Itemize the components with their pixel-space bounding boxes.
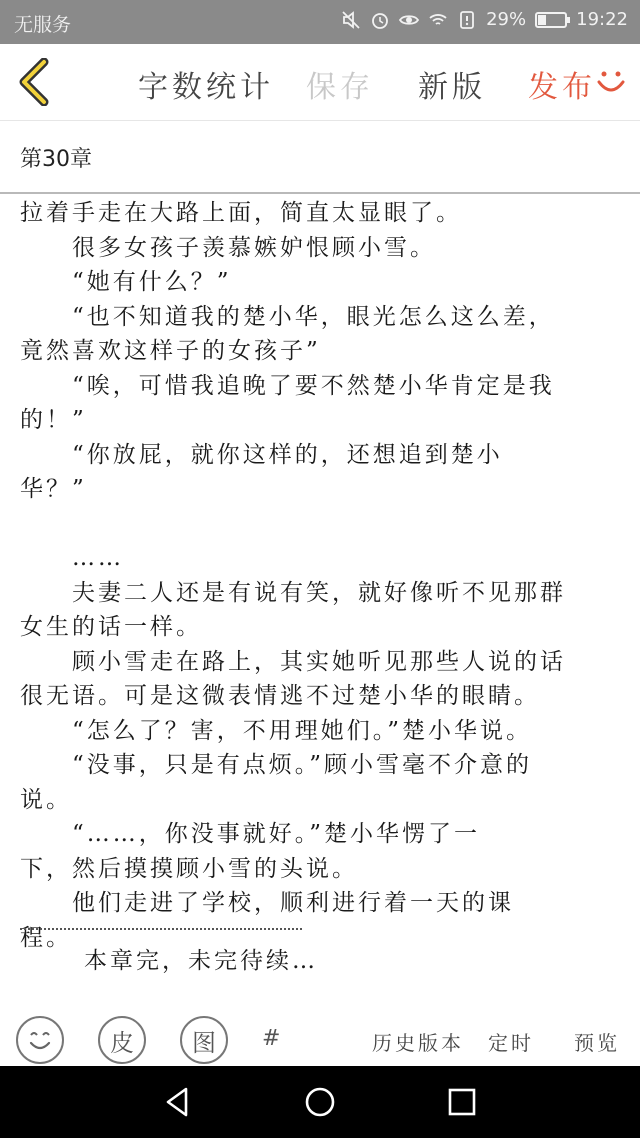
body-line: 很多女孩子羡慕嫉妒恨顾小雪。 bbox=[20, 234, 436, 261]
body-line: 竟然喜欢这样子的女孩子” bbox=[20, 338, 321, 364]
chevron-left-icon[interactable] bbox=[14, 58, 54, 106]
mute-icon bbox=[341, 10, 361, 30]
system-nav-bar bbox=[0, 1066, 640, 1138]
body-line: “没事，只是有点烦。”顾小雪毫不介意的 bbox=[20, 752, 533, 778]
body-line: 程。 bbox=[20, 924, 72, 951]
toolbar-divider bbox=[0, 120, 640, 121]
new-version-button[interactable]: 新版 bbox=[418, 70, 486, 105]
body-line: 的！” bbox=[20, 407, 87, 433]
carrier-label: 无服务 bbox=[14, 14, 72, 36]
title-divider bbox=[0, 192, 640, 194]
skin-button[interactable] bbox=[98, 1016, 146, 1064]
alert-icon bbox=[457, 10, 477, 30]
chapter-body-editor[interactable] bbox=[20, 196, 620, 955]
alarm-icon bbox=[370, 10, 390, 30]
body-line: “她有什么？” bbox=[20, 269, 232, 295]
body-line: 他们走进了学校，顺利进行着一天的课 bbox=[20, 890, 514, 916]
chapter-title[interactable]: 第30章 bbox=[20, 147, 92, 172]
hashtag-button[interactable]: # bbox=[262, 1026, 281, 1051]
end-divider bbox=[20, 928, 302, 930]
battery-percent: 29% bbox=[486, 9, 527, 30]
history-version-button[interactable]: 历史版本 bbox=[372, 1031, 464, 1055]
body-line: “怎么了？害，不用理她们。”楚小华说。 bbox=[20, 717, 533, 744]
body-line: 拉着手走在大路上面，简直太显眼了。 bbox=[20, 200, 462, 226]
body-line bbox=[20, 507, 620, 542]
preview-button[interactable]: 预览 bbox=[574, 1031, 620, 1055]
body-line: 华？” bbox=[20, 476, 87, 502]
body-line: …… bbox=[20, 545, 124, 571]
emoji-button[interactable] bbox=[16, 1016, 64, 1064]
word-count-button[interactable]: 字数统计 bbox=[138, 70, 274, 105]
chapter-ending-text: 本章完，未完待续… bbox=[84, 948, 318, 974]
save-button[interactable]: 保存 bbox=[306, 70, 374, 105]
body-line: 说。 bbox=[20, 786, 72, 813]
editor-toolbar bbox=[0, 44, 640, 120]
smile-icon[interactable] bbox=[595, 66, 627, 98]
publish-button[interactable]: 发布 bbox=[528, 70, 596, 105]
body-line: 夫妻二人还是有说有笑，就好像听不见那群 bbox=[20, 579, 566, 606]
picture-button-label: 图 bbox=[192, 1028, 216, 1057]
body-line: “你放屁，就你这样的，还想追到楚小 bbox=[20, 441, 503, 468]
battery-level bbox=[538, 15, 546, 25]
body-line: 顾小雪走在路上，其实她听见那些人说的话 bbox=[20, 648, 566, 675]
wifi-icon bbox=[428, 10, 448, 30]
skin-button-label: 皮 bbox=[110, 1028, 134, 1057]
clock: 19:22 bbox=[576, 9, 628, 30]
nav-home-icon[interactable] bbox=[302, 1084, 338, 1120]
battery-icon bbox=[535, 12, 567, 28]
eye-icon bbox=[399, 10, 419, 30]
body-line: 很无语。可是这微表情逃不过楚小华的眼睛。 bbox=[20, 683, 540, 709]
body-line: “也不知道我的楚小华，眼光怎么这么差， bbox=[20, 303, 555, 330]
nav-back-icon[interactable] bbox=[160, 1084, 196, 1120]
picture-button[interactable] bbox=[180, 1016, 228, 1064]
body-line: 下，然后摸摸顾小雪的头说。 bbox=[20, 855, 358, 882]
emoji-icon bbox=[23, 1023, 57, 1057]
body-line: “唉，可惜我追晚了要不然楚小华肯定是我 bbox=[20, 372, 555, 399]
status-bar bbox=[0, 0, 640, 44]
body-line: “……，你没事就好。”楚小华愣了一 bbox=[20, 821, 481, 847]
status-icons bbox=[341, 9, 628, 30]
body-line: 女生的话一样。 bbox=[20, 614, 202, 640]
schedule-button[interactable]: 定时 bbox=[488, 1031, 534, 1055]
nav-recent-icon[interactable] bbox=[444, 1084, 480, 1120]
bottom-tool-row bbox=[0, 1012, 640, 1066]
